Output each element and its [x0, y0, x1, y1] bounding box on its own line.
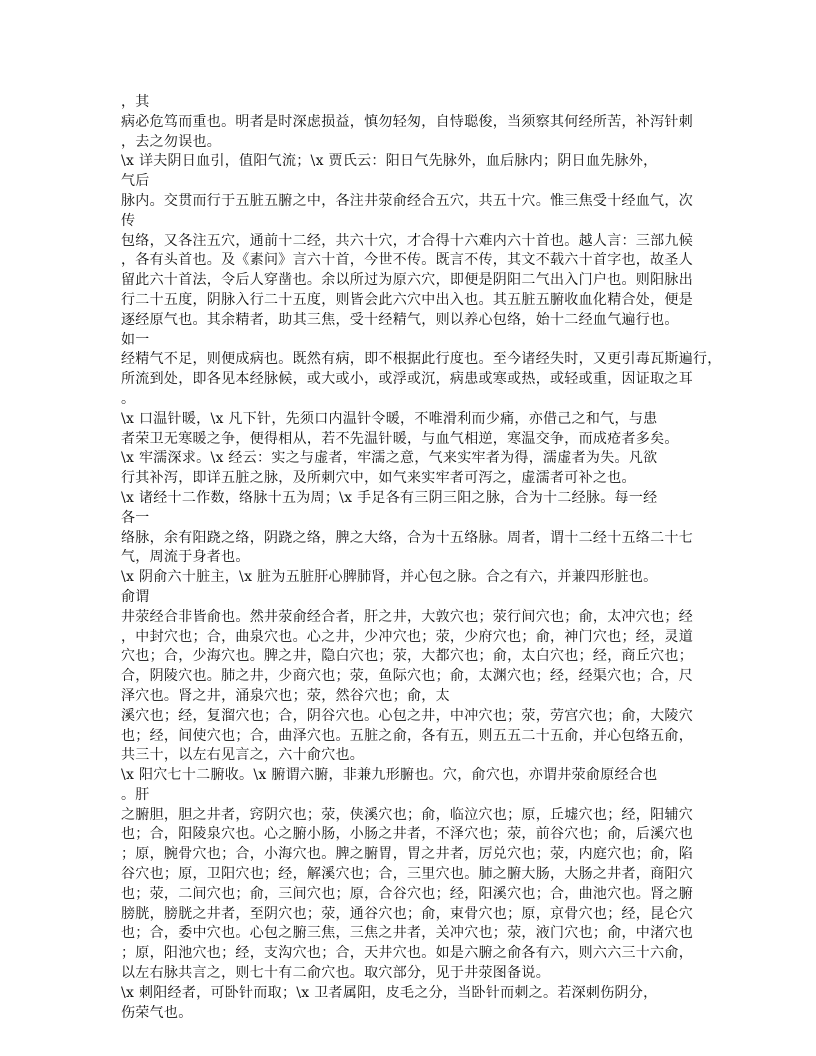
- text-line: 逐经原气也。其余精者，助其三焦，受十经精气，则以养心包络，始十二经血气遍行也。: [121, 311, 679, 328]
- text-line: ，中封穴也；合，曲泉穴也。心之井，少冲穴也；荥，少府穴也；俞，神门穴也；经，灵道: [121, 628, 693, 645]
- text-line: 也；合，阳陵泉穴也。心之腑小肠，小肠之井者，不泽穴也；荥，前谷穴也；俞，后溪穴也: [121, 826, 693, 843]
- text-line: ；原，阳池穴也；经，支沟穴也；合，天井穴也。如是六腑之俞各有六，则六六三十六俞，: [121, 945, 693, 962]
- text-line: ，其: [121, 94, 150, 110]
- text-line: 以左右脉共言之，则七十有二俞穴也。取穴部分，见于井荥图备说。: [121, 965, 550, 982]
- text-line: \x 口温针暖，\x 凡下针，先须口内温针令暖，不唯滑利而少痛，亦借己之和气，与患: [121, 410, 658, 427]
- text-line: \x 阴俞六十脏主，\x 脏为五脏肝心脾肺肾，并心包之脉。合之有六，并兼四形脏也。: [121, 569, 658, 586]
- text-line: \x 诸经十二作数，络脉十五为周；\x 手足各有三阴三阳之脉，合为十二经脉。每一经: [121, 489, 658, 506]
- text-line: 井荥经合非皆俞也。然井荥俞经合者，肝之井，大敦穴也；荥行间穴也；俞，太冲穴也；经: [121, 608, 693, 625]
- text-line: 行二十五度，阴脉入行二十五度，则皆会此六穴中出入也。其五脏五腑收血化精合处，便是: [121, 291, 693, 308]
- text-line: 络脉，余有阳跷之络，阴跷之络，脾之大络，合为十五络脉。周者，谓十二经十五络二十七: [121, 529, 693, 546]
- text-line: 共三十，以左右见言之，六十俞穴也。: [121, 747, 365, 764]
- text-line: 。: [121, 390, 136, 407]
- text-line: 膀胱，膀胱之井者，至阴穴也；荥，通谷穴也；俞，束骨穴也；原，京骨穴也；经，昆仑穴: [121, 905, 693, 922]
- text-line: 包络，又各注五穴，通前十二经，共六十穴，才合得十六难内六十首也。越人言：三部九候: [121, 232, 693, 249]
- text-line: 穴也；合，少海穴也。脾之井，隐白穴也；荥，大都穴也；俞，太白穴也；经，商丘穴也；: [121, 648, 693, 665]
- text-line: \x 刺阳经者，可卧针而取；\x 卫者属阳，皮毛之分，当卧针而刺之。若深刺伤阴分，: [121, 984, 658, 1001]
- text-line: 病必危笃而重也。明者是时深虑损益，慎勿轻匆，自恃聪俊，当须察其何经所苦，补泻针刺: [121, 113, 693, 130]
- text-line: ；原，腕骨穴也；合，小海穴也。脾之腑胃，胃之井者，厉兑穴也；荥，内庭穴也；俞，陷: [121, 846, 693, 863]
- text-line: 合，阴陵穴也。肺之井，少商穴也；荥，鱼际穴也；俞，太渊穴也；经，经渠穴也；合，尺: [121, 668, 693, 685]
- text-line: 也；经，间使穴也；合，曲泽穴也。五脏之俞，各有五，则五五二十五俞，并心包络五俞，: [121, 727, 693, 744]
- text-line: \x 详夫阴日血引，值阳气流；\x 贾氏云：阳日气先脉外，血后脉内；阴日血先脉外，: [121, 153, 658, 170]
- text-line: 所流到处，即各见本经脉候，或大或小，或浮或沉，病患或寒或热，或轻或重，因证取之耳: [121, 371, 693, 388]
- text-line: 各一: [121, 509, 150, 526]
- text-line: 传: [121, 212, 136, 229]
- document-body-text: [121, 93, 722, 1023]
- text-line: 经精气不足，则便成病也。既然有病，即不根据此行度也。至今诸经失时，又更引毒瓦斯遍行，: [121, 351, 722, 368]
- text-line: 之腑胆，胆之井者，窍阴穴也；荥，侠溪穴也；俞，临泣穴也；原，丘墟穴也；经，阳辅穴: [121, 806, 693, 823]
- text-line: 者荣卫无寒暖之争，便得相从，若不先温针暖，与血气相逆，寒温交争，而成疮者多矣。: [121, 430, 679, 447]
- text-line: 谷穴也；原，卫阳穴也；经，解溪穴也；合，三里穴也。肺之腑大肠，大肠之井者，商阳穴: [121, 866, 693, 883]
- text-line: 脉内。交贯而行于五脏五腑之中，各注井荥俞经合五穴，共五十穴。惟三焦受十经血气，次: [121, 192, 693, 209]
- text-line: 气，周流于身者也。: [121, 549, 250, 566]
- text-line: 如一: [121, 331, 150, 348]
- text-line: 也；合，委中穴也。心包之腑三焦，三焦之井者，关冲穴也；荥，液门穴也；俞，中渚穴也: [121, 925, 693, 942]
- text-line: 伤荣气也。: [121, 1004, 193, 1021]
- text-line: 气后: [121, 173, 150, 190]
- text-line: 。肝: [121, 786, 150, 803]
- text-line: ，各有头首也。及《素问》言六十首，今世不传。既言不传，其文不载六十首字也，故圣人: [121, 252, 693, 269]
- text-line: \x 阳穴七十二腑收。\x 腑谓六腑，非兼九形腑也。穴，俞穴也，亦谓井荥俞原经合也: [121, 767, 658, 784]
- text-line: 留此六十首法，令后人穿凿也。余以所过为原六穴，即便是阴阳二气出入门户也。则阳脉出: [121, 272, 693, 289]
- text-line: 俞谓: [121, 588, 150, 605]
- text-line: 行其补泻，即详五脏之脉，及所刺穴中，如气来实牢者可泻之，虚濡者可补之也。: [121, 470, 636, 487]
- text-line: ，去之勿误也。: [121, 133, 222, 150]
- text-line: 也；荥，二间穴也；俞，三间穴也；原，合谷穴也；经，阳溪穴也；合，曲池穴也。肾之腑: [121, 885, 693, 902]
- text-line: 溪穴也；经，复溜穴也；合，阴谷穴也。心包之井，中冲穴也；荥，劳宫穴也；俞，大陵穴: [121, 707, 693, 724]
- text-line: 泽穴也。肾之井，涌泉穴也；荥，然谷穴也；俞，太: [121, 687, 450, 704]
- text-line: \x 牢濡深求。\x 经云：实之与虚者，牢濡之意，气来实牢者为得，濡虚者为失。凡欲: [121, 450, 658, 467]
